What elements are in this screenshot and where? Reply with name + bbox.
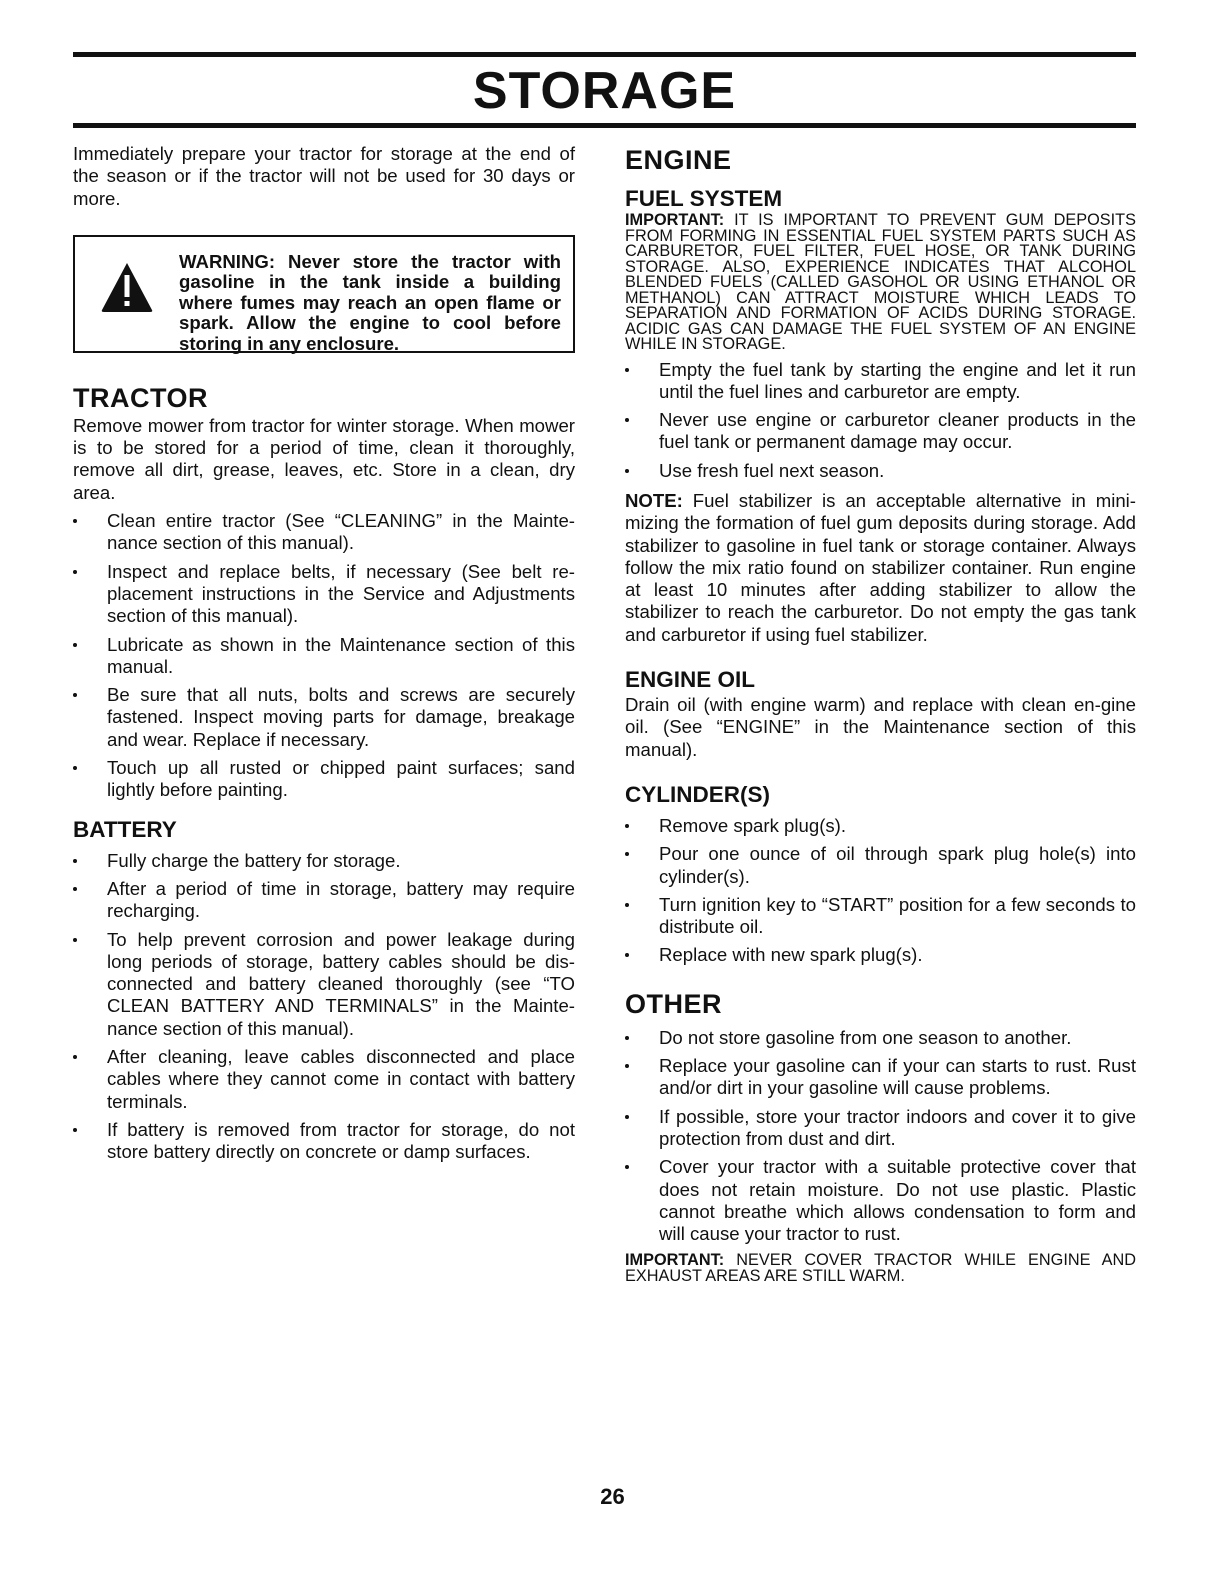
- list-item: Empty the fuel tank by starting the engine and let it run until the fuel lines and carburetor are empty.: [625, 359, 1136, 404]
- tractor-heading: TRACTOR: [73, 382, 208, 413]
- bullet-icon: [625, 1115, 629, 1119]
- fuel-system-list: [625, 359, 1136, 482]
- fuel-important-notice: IMPORTANT: IT IS IMPORTANT TO PREVENT GUM DEPOSITS FROM FORMING IN ESSENTIAL FUEL SYSTEM PARTS SUCH AS CARBURETOR, FUEL FILTER, FUEL HOSE, OR TANK DURING STORAGE. ALSO, EXPERIENCE INDICATES THAT ALCOHOL BLENDED FUELS (CALLED GASOHOL OR USING ETHANOL OR METHANOL) CAN ATTRACT MOISTURE WHICH LEADS TO SEPARATION AND FORMATION OF ACIDS DURING STORAGE. ACIDIC GAS CAN DAMAGE THE FUEL SYSTEM OF AN ENGINE WHILE IN STORAGE.: [625, 211, 1136, 353]
- bullet-icon: [73, 766, 77, 770]
- bullet-icon: [625, 368, 629, 372]
- list-item: Pour one ounce of oil through spark plug hole(s) into cylinder(s).: [625, 843, 1136, 888]
- warning-triangle-icon: [100, 261, 154, 313]
- tractor-list: [73, 510, 575, 802]
- other-heading: OTHER: [625, 988, 722, 1019]
- list-item: Replace your gasoline can if your can starts to rust. Rust and/or dirt in your gasoline will cause problems.: [625, 1055, 1136, 1100]
- list-item: Touch up all rusted or chipped paint surfaces; sand lightly before painting.: [73, 757, 575, 802]
- battery-list: [73, 850, 575, 1164]
- engine-heading: ENGINE: [625, 145, 732, 175]
- list-item: Replace with new spark plug(s).: [625, 944, 1136, 966]
- bullet-icon: [625, 1064, 629, 1068]
- warning-text: WARNING: Never store the tractor with gasoline in the tank inside a building where fumes may reach an open flame or spark. Allow the engine to cool before storing in any enclosure.: [179, 250, 561, 354]
- list-item: Be sure that all nuts, bolts and screws are securely fastened. Inspect moving parts for damage, breakage and wear. Replace if necessary.: [73, 684, 575, 751]
- left-column: [73, 143, 575, 1164]
- list-item: Fully charge the battery for storage.: [73, 850, 575, 872]
- bullet-icon: [73, 643, 77, 647]
- title-underline-rule: [73, 123, 1136, 128]
- right-column: [625, 143, 1136, 1284]
- battery-heading: BATTERY: [73, 816, 177, 842]
- top-rule: [73, 52, 1136, 57]
- bullet-icon: [73, 887, 77, 891]
- cylinders-list: [625, 815, 1136, 967]
- warning-box: [73, 235, 575, 353]
- bullet-icon: [625, 418, 629, 422]
- list-item: Cover your tractor with a suitable protective cover that does not retain moisture. Do not use plastic. Plastic cannot breathe which allows condensation to form and will cause your tractor to rust.: [625, 1156, 1136, 1245]
- note-label: NOTE:: [625, 489, 683, 511]
- list-item: Remove spark plug(s).: [625, 815, 1136, 837]
- other-list: [625, 1027, 1136, 1246]
- important-label: IMPORTANT:: [625, 1251, 725, 1270]
- bullet-icon: [625, 903, 629, 907]
- bullet-icon: [625, 469, 629, 473]
- list-item: After a period of time in storage, battery may require recharging.: [73, 878, 575, 923]
- list-item: After cleaning, leave cables disconnected and place cables where they cannot come in contact with battery terminals.: [73, 1046, 575, 1113]
- bullet-icon: [625, 1165, 629, 1169]
- list-item: Inspect and replace belts, if necessary (See belt re-placement instructions in the Service and Adjustments section of this manual).: [73, 561, 575, 628]
- bullet-icon: [73, 938, 77, 942]
- bullet-icon: [73, 1055, 77, 1059]
- list-item: Use fresh fuel next season.: [625, 460, 1136, 482]
- engine-oil-heading: ENGINE OIL: [625, 667, 756, 693]
- list-item: Lubricate as shown in the Maintenance section of this manual.: [73, 634, 575, 679]
- fuel-stabilizer-note: NOTE: Fuel stabilizer is an acceptable alternative in mini-mizing the formation of fuel gum deposits during storage. Add stabilizer to gasoline in fuel tank or storage container. Always follow the mix ratio found on stabilizer container. Run engine at least 10 minutes after adding stabilizer to allow the stabilizer to reach the carburetor. Do not empty the gas tank and carburetor if using fuel stabilizer.: [625, 489, 1136, 645]
- list-item: Do not store gasoline from one season to another.: [625, 1027, 1136, 1049]
- bullet-icon: [73, 859, 77, 863]
- bullet-icon: [73, 693, 77, 697]
- page-number: 26: [600, 1484, 625, 1509]
- list-item: Turn ignition key to “START” position for a few seconds to distribute oil.: [625, 894, 1136, 939]
- important-label: IMPORTANT:: [625, 211, 725, 229]
- list-item: Clean entire tractor (See “CLEANING” in the Mainte-nance section of this manual).: [73, 510, 575, 555]
- tractor-paragraph: Remove mower from tractor for winter storage. When mower is to be stored for a period of time, clean it thoroughly, remove all dirt, grease, leaves, etc. Store in a clean, dry area.: [73, 414, 575, 503]
- cylinders-heading: CYLINDER(S): [625, 781, 770, 807]
- bullet-icon: [73, 519, 77, 523]
- bullet-icon: [625, 1036, 629, 1040]
- bullet-icon: [73, 570, 77, 574]
- bullet-icon: [625, 953, 629, 957]
- bullet-icon: [625, 824, 629, 828]
- list-item: To help prevent corrosion and power leakage during long periods of storage, battery cables should be dis-connected and battery cleaned thoroughly (see “TO CLEAN BATTERY AND TERMINALS” in the Mainte-nance section of this manual).: [73, 929, 575, 1040]
- engine-oil-paragraph: Drain oil (with engine warm) and replace with clean en-gine oil. (See “ENGINE” in the Maintenance section of this manual).: [625, 694, 1136, 760]
- list-item: Never use engine or carburetor cleaner products in the fuel tank or permanent damage may occur.: [625, 409, 1136, 454]
- fuel-system-heading: FUEL SYSTEM: [625, 186, 783, 211]
- bullet-icon: [73, 1128, 77, 1132]
- page-title: STORAGE: [472, 62, 737, 120]
- list-item: If battery is removed from tractor for storage, do not store battery directly on concrete or damp surfaces.: [73, 1119, 575, 1164]
- intro-paragraph: Immediately prepare your tractor for storage at the end of the season or if the tractor will not be used for 30 days or more.: [73, 143, 575, 209]
- bullet-icon: [625, 852, 629, 856]
- list-item: If possible, store your tractor indoors and cover it to give protection from dust and dirt.: [625, 1106, 1136, 1151]
- cover-important-notice: IMPORTANT: NEVER COVER TRACTOR WHILE ENGINE AND EXHAUST AREAS ARE STILL WARM.: [625, 1251, 1136, 1285]
